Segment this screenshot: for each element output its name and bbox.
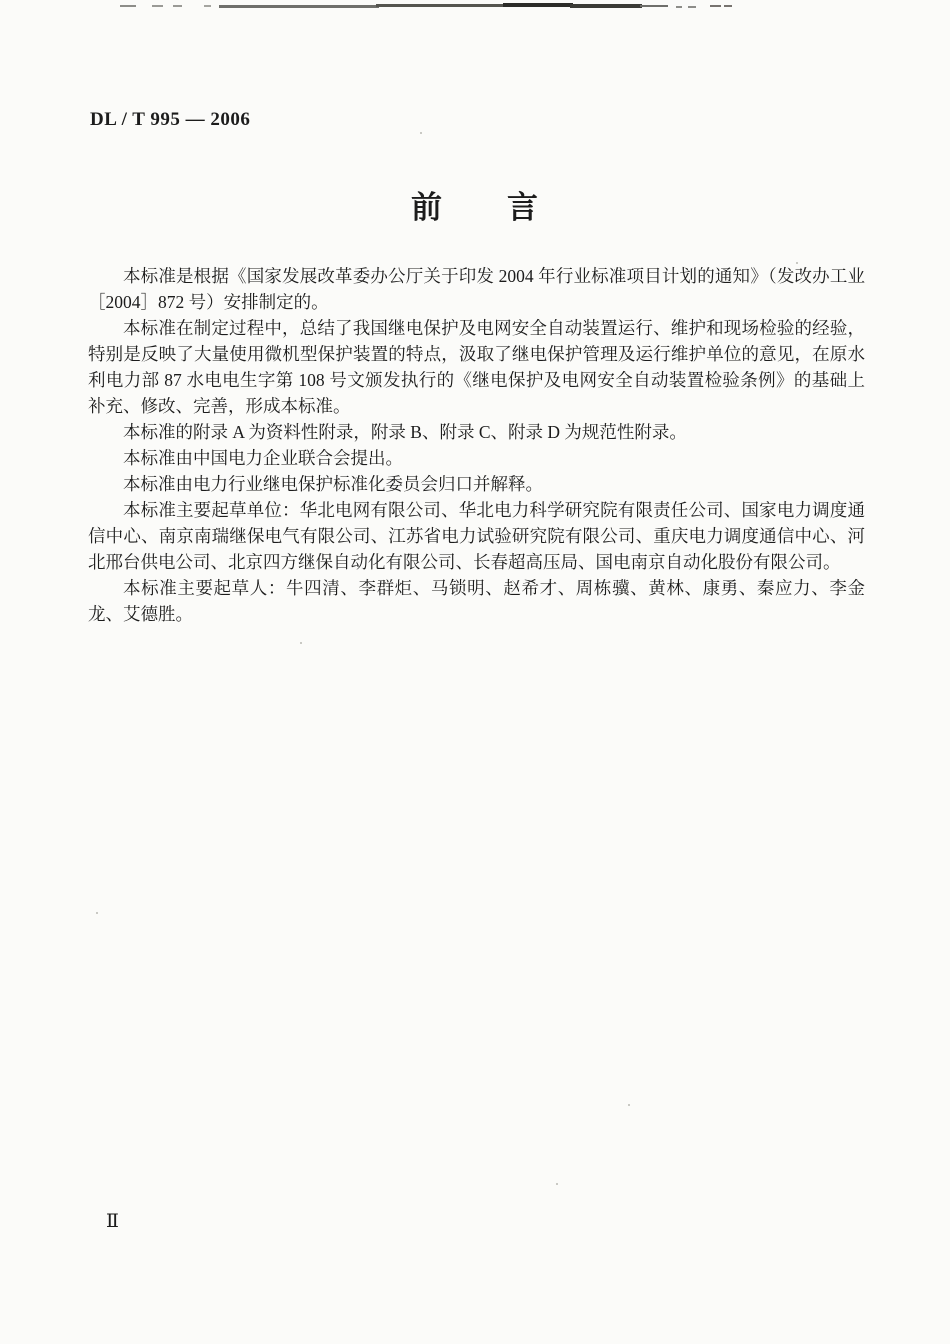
scan-speck [556, 1183, 558, 1185]
scan-artifact [640, 5, 668, 7]
scan-artifact [173, 5, 182, 7]
scan-artifact [204, 5, 211, 7]
foreword-paragraph: 本标准由中国电力企业联合会提出。 [123, 448, 403, 468]
scan-artifact [503, 3, 573, 7]
scan-artifact [376, 4, 506, 7]
scan-speck [420, 132, 422, 134]
foreword-paragraph: 本标准主要起草单位：华北电网有限公司、华北电力科学研究院有限责任公司、国家电力调度通信中心、南京南瑞继保电气有限公司、江苏省电力试验研究院有限公司、重庆电力调度通信中心、河北邢台供电公司、北京四方继保自动化有限公司、长春超高压局、国电南京自动化股份有限公司。 [88, 500, 865, 572]
scan-artifact [676, 6, 682, 8]
scan-artifact [570, 4, 642, 8]
scan-speck [300, 642, 302, 644]
foreword-paragraph: 本标准在制定过程中，总结了我国继电保护及电网安全自动装置运行、维护和现场检验的经验，特别是反映了大量使用微机型保护装置的特点，汲取了继电保护管理及运行维护单位的意见，在原水利电力部 87 水电电生字第 108 号文颁发执行的《继电保护及电网安全自动装置检验条例》的基础上补充、修改、完善，形成本标准。 [88, 318, 865, 416]
scan-artifact [710, 5, 721, 7]
foreword-paragraph: 本标准的附录 A 为资料性附录，附录 B、附录 C、附录 D 为规范性附录。 [123, 422, 687, 442]
foreword-paragraph: 本标准由电力行业继电保护标准化委员会归口并解释。 [123, 474, 543, 494]
scan-speck [96, 912, 98, 914]
scan-artifact [688, 6, 696, 8]
foreword-body [88, 263, 865, 627]
standard-number: DL / T 995 — 2006 [90, 109, 251, 130]
foreword-title: 前 言 [411, 190, 539, 225]
scan-artifact [219, 5, 379, 8]
scan-artifact [120, 5, 136, 7]
scan-speck [628, 1104, 630, 1106]
scan-artifact [152, 5, 163, 7]
foreword-paragraph: 本标准主要起草人：牛四清、李群炬、马锁明、赵希才、周栋骥、黄林、康勇、秦应力、李金龙、艾德胜。 [88, 578, 865, 624]
foreword-paragraph: 本标准是根据《国家发展改革委办公厅关于印发 2004 年行业标准项目计划的通知》（发改办工业［2004］872 号）安排制定的。 [88, 266, 865, 312]
scan-artifact [724, 5, 732, 7]
page-number: Ⅱ [106, 1211, 119, 1232]
